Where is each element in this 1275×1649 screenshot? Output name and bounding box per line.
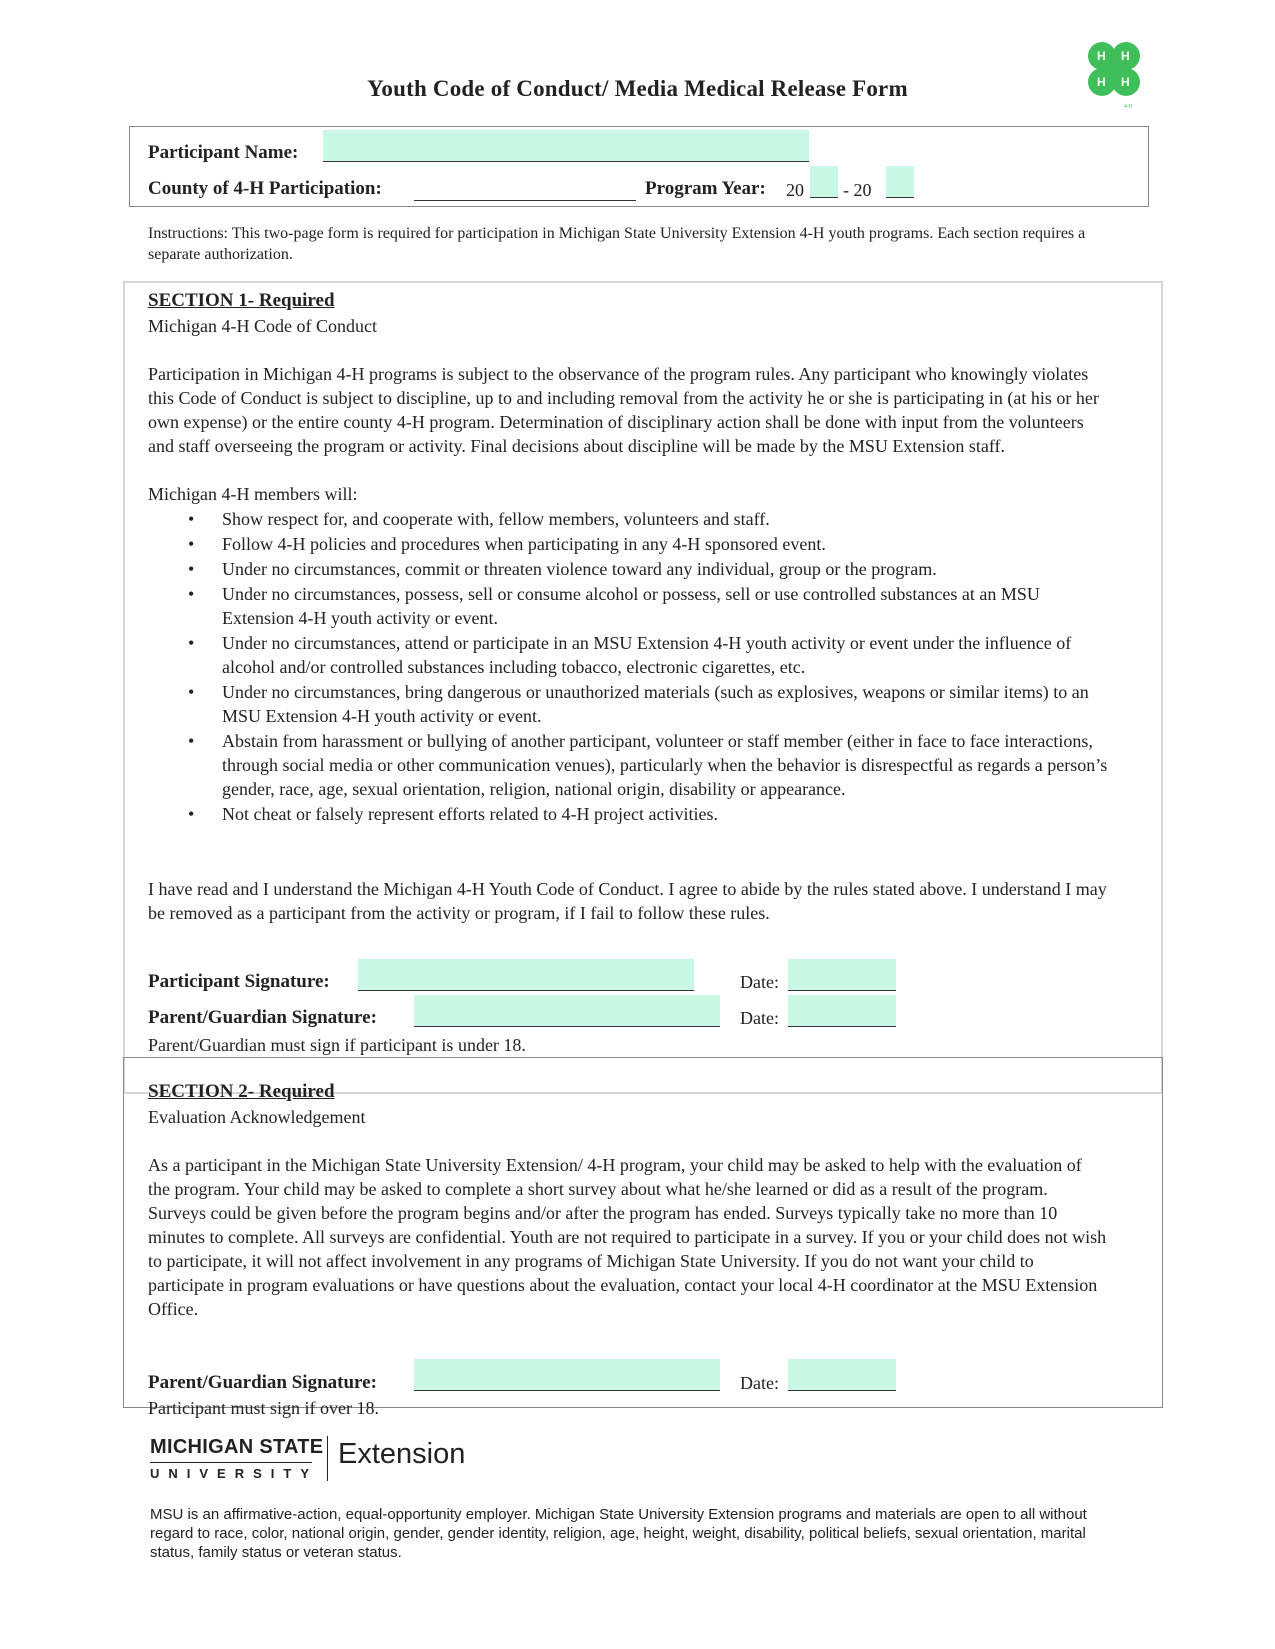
parent-note: Parent/Guardian must sign if participant is under 18. <box>148 1035 526 1055</box>
parent-date-field[interactable] <box>788 995 896 1027</box>
svg-text:H: H <box>1121 75 1130 89</box>
county-field[interactable] <box>414 199 636 201</box>
participant-name-label: Participant Name: <box>148 142 299 163</box>
parent-signature-field[interactable] <box>414 995 720 1027</box>
section2-parent-signature-label: Parent/Guardian Signature: <box>148 1372 377 1393</box>
code-of-conduct-list <box>148 507 1108 826</box>
list-item: • Not cheat or falsely represent efforts related to 4-H project activities. <box>188 804 718 824</box>
list-item: • Under no circumstances, commit or threaten violence toward any individual, group or the program. <box>188 559 937 579</box>
participant-note: Participant must sign if over 18. <box>148 1398 379 1418</box>
section2-subtitle: Evaluation Acknowledgement <box>148 1107 366 1127</box>
list-item: • Under no circumstances, attend or participate in an MSU Extension 4-H youth activity or event under the influence of alcohol and/or controlled substances including tobacco, electronic cigarettes, etc. <box>188 633 1072 677</box>
program-year-label: Program Year: <box>645 178 766 199</box>
county-label: County of 4-H Participation: <box>148 178 382 199</box>
participant-signature-field[interactable] <box>358 959 694 991</box>
section2-date-field[interactable] <box>788 1359 896 1391</box>
section1-subtitle: Michigan 4-H Code of Conduct <box>148 316 377 336</box>
list-item: • Abstain from harassment or bullying of another participant, volunteer or staff member (either in face to face interactions, through social media or other communication venues), particularly when the behavior is disrespectful as regards a person’s gender, race, age, sexual orientation, religion, national origin, disability or appearance. <box>188 731 1108 799</box>
section1-title: SECTION 1- Required <box>148 290 335 311</box>
msu-logo-line1: MICHIGAN STATE <box>150 1436 324 1458</box>
section1-paragraph: Participation in Michigan 4-H programs is subject to the observance of the program rules. Any participant who knowingly violates this Code of Conduct is subject to discipline, up to and including removal from the activity he or she is participating in (at his or her own expense) or the entire county 4-H program. Determination of disciplinary action shall be done with input from the volunteers and staff overseeing the program or activity. Final decisions about discipline will be made by the MSU Extension staff. <box>148 364 1099 456</box>
program-year-prefix: 20 <box>786 180 804 200</box>
participant-date-field[interactable] <box>788 959 896 991</box>
msu-logo-separator <box>327 1436 328 1481</box>
svg-text:H: H <box>1097 49 1106 63</box>
program-year-separator: - 20 <box>843 180 872 200</box>
list-item: • Under no circumstances, possess, sell or consume alcohol or possess, sell or use controlled substances at an MSU Extension 4-H youth activity or event. <box>188 584 1040 628</box>
page-title: Youth Code of Conduct/ Media Medical Release Form <box>367 76 908 101</box>
section2-parent-signature-field[interactable] <box>414 1359 720 1391</box>
instructions-text: Instructions: This two-page form is required for participation in Michigan State University Extension 4-H youth programs. Each section requires a separate authorization. <box>148 225 1086 263</box>
participant-signature-label: Participant Signature: <box>148 971 330 992</box>
msu-logo-divider <box>150 1462 312 1463</box>
parent-date-label: Date: <box>740 1008 779 1028</box>
members-will-label: Michigan 4-H members will: <box>148 484 358 504</box>
svg-text:H: H <box>1097 75 1106 89</box>
participant-name-field[interactable] <box>323 130 809 162</box>
section2-paragraph: As a participant in the Michigan State University Extension/ 4-H program, your child may be asked to help with the evaluation of the program. Your child may be asked to complete a short survey about what he/she learned or did as a result of the program. Surveys could be given before the program begins and/or after the program has ended. Surveys typically take no more than 10 minutes to complete. All surveys are confidential. Youth are not required to participate in a survey. If you or your child does not wish to participate, it will not affect involvement in any programs of Michigan State University. If you do not want your child to participate in program evaluations or have questions about the evaluation, contact your local 4-H coordinator at the MSU Extension Office. <box>148 1155 1107 1319</box>
parent-signature-label: Parent/Guardian Signature: <box>148 1007 377 1028</box>
msu-logo-line2: UNIVERSITY <box>150 1466 319 1481</box>
footer-disclaimer: MSU is an affirmative-action, equal-opportunity employer. Michigan State University Extension programs and materials are open to all without regard to race, color, national origin, gender, gender identity, religion, age, height, weight, disability, political beliefs, sexual orientation, marital status, family status or veteran status. <box>150 1506 1087 1561</box>
list-item: • Show respect for, and cooperate with, fellow members, volunteers and staff. <box>188 509 770 529</box>
svg-text:H: H <box>1121 49 1130 63</box>
section2-date-label: Date: <box>740 1373 779 1393</box>
svg-text:4-H: 4-H <box>1124 104 1133 110</box>
section2-title: SECTION 2- Required <box>148 1081 335 1102</box>
program-year-start-field[interactable] <box>810 166 838 198</box>
list-item: • Follow 4-H policies and procedures when participating in any 4-H sponsored event. <box>188 534 826 554</box>
list-item: • Under no circumstances, bring dangerous or unauthorized materials (such as explosives, weapons or similar items) to an MSU Extension 4-H youth activity or event. <box>188 682 1089 726</box>
program-year-end-field[interactable] <box>886 166 914 198</box>
4h-clover-icon <box>1076 36 1152 114</box>
agreement-text: I have read and I understand the Michigan 4-H Youth Code of Conduct. I agree to abide by the rules stated above. I understand I may be removed as a participant from the activity or program, if I fail to follow these rules. <box>148 879 1107 923</box>
participant-date-label: Date: <box>740 972 779 992</box>
msu-logo-extension: Extension <box>338 1438 466 1470</box>
